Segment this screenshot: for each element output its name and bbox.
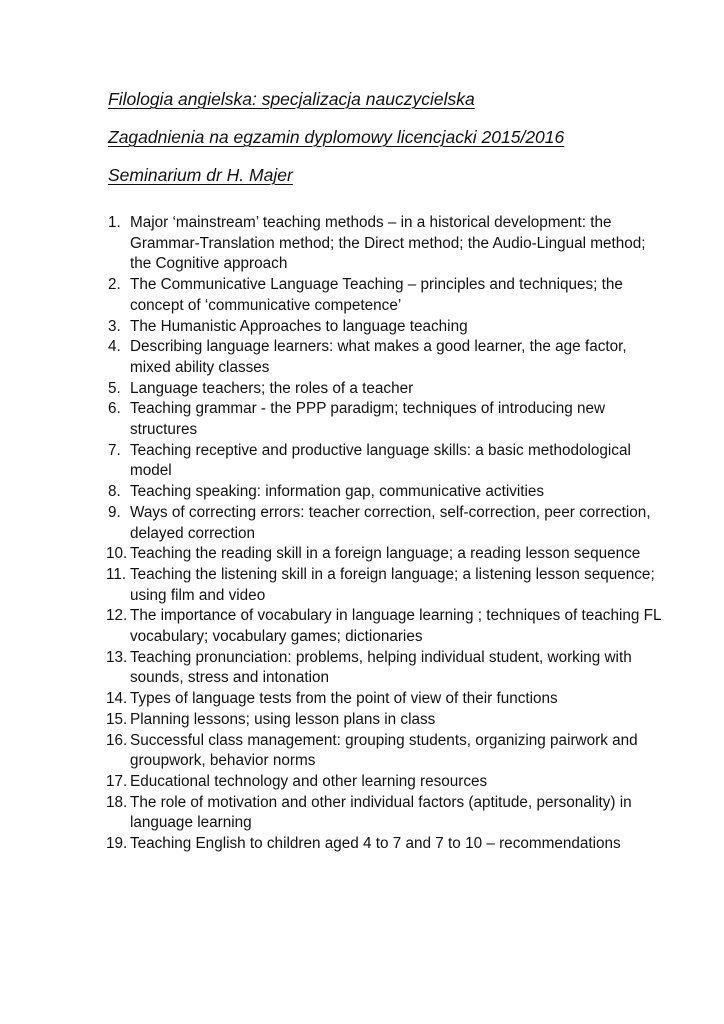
exam-topic-text: Teaching pronunciation: problems, helping individual student, working with sounds, stress and intonation bbox=[130, 648, 632, 687]
exam-topic-text: Types of language tests from the point of view of their functions bbox=[130, 690, 558, 708]
exam-topic-item bbox=[108, 606, 668, 647]
exam-topic-text: The importance of vocabulary in language learning ; techniques of teaching FL vocabulary; vocabulary games; dictionaries bbox=[130, 607, 661, 646]
exam-topic-number: 18. bbox=[106, 793, 128, 811]
exam-topic-item bbox=[108, 793, 668, 834]
exam-topic-text: Teaching grammar - the PPP paradigm; techniques of introducing new structures bbox=[130, 400, 606, 439]
heading-seminar: Seminarium dr H. Majer bbox=[108, 165, 293, 185]
exam-topic-number: 19. bbox=[106, 835, 128, 853]
exam-topic-text: Successful class management: grouping students, organizing pairwork and groupwork, behavior norms bbox=[130, 731, 638, 770]
exam-topic-list bbox=[108, 213, 668, 855]
exam-topic-item bbox=[108, 317, 668, 338]
exam-topic-text: Planning lessons; using lesson plans in class bbox=[130, 710, 436, 728]
exam-topic-item bbox=[108, 834, 668, 855]
exam-topic-text: Teaching the reading skill in a foreign language; a reading lesson sequence bbox=[130, 545, 641, 563]
exam-topic-number: 11. bbox=[106, 565, 127, 583]
exam-topic-text: Teaching the listening skill in a foreign language; a listening lesson sequence; using film and video bbox=[130, 565, 655, 604]
exam-topic-text: The Humanistic Approaches to language teaching bbox=[130, 317, 468, 335]
exam-topic-text: Describing language learners: what makes a good learner, the age factor, mixed ability classes bbox=[130, 338, 627, 376]
exam-topic-number: 1. bbox=[108, 214, 121, 231]
exam-topic-text: Teaching speaking: information gap, communicative activities bbox=[130, 483, 545, 501]
exam-topic-item bbox=[108, 710, 668, 731]
exam-topic-number: 6. bbox=[108, 400, 121, 418]
document-header bbox=[108, 86, 688, 200]
exam-topic-number: 12. bbox=[106, 607, 128, 625]
exam-topic-text: The Communicative Language Teaching – principles and techniques; the concept of ‘communicative competence’ bbox=[130, 276, 623, 314]
exam-topic-item bbox=[108, 337, 668, 378]
exam-topic-item bbox=[108, 503, 668, 544]
exam-topic-number: 17. bbox=[106, 772, 128, 790]
exam-topic-item bbox=[108, 731, 668, 772]
exam-topic-item bbox=[108, 379, 668, 400]
exam-topic-text: Educational technology and other learning resources bbox=[130, 772, 488, 790]
exam-topic-item bbox=[108, 275, 668, 316]
exam-topic-number: 13. bbox=[106, 648, 128, 666]
exam-topic-number: 3. bbox=[108, 317, 121, 335]
exam-topic-number: 9. bbox=[108, 503, 121, 521]
exam-topic-number: 7. bbox=[108, 441, 121, 459]
exam-topic-text: Ways of correcting errors: teacher correction, self-correction, peer correction, delayed correction bbox=[130, 503, 651, 542]
exam-topic-item bbox=[108, 399, 668, 440]
exam-topic-number: 10. bbox=[106, 545, 128, 563]
exam-topic-item bbox=[108, 213, 668, 275]
exam-topic-item bbox=[108, 482, 668, 503]
exam-topic-item bbox=[108, 648, 668, 689]
heading-program: Filologia angielska: specjalizacja nauczycielska bbox=[108, 89, 475, 109]
exam-topic-item bbox=[108, 565, 668, 606]
exam-topic-number: 5. bbox=[108, 379, 121, 397]
exam-topic-text: Teaching English to children aged 4 to 7 and 7 to 10 – recommendations bbox=[130, 835, 621, 853]
exam-topic-item bbox=[108, 772, 668, 793]
exam-topic-item bbox=[108, 544, 668, 565]
exam-topic-text: Teaching receptive and productive language skills: a basic methodological model bbox=[130, 441, 631, 480]
exam-topic-number: 15. bbox=[106, 710, 128, 728]
exam-topic-number: 14. bbox=[106, 690, 128, 708]
heading-exam-topics: Zagadnienia na egzamin dyplomowy licencjacki 2015/2016 bbox=[108, 127, 565, 147]
exam-topic-text: Major ‘mainstream’ teaching methods – in a historical development: the Grammar-Translation method; the Direct method; the Audio-Lingual method; the Cognitive approach bbox=[130, 214, 646, 273]
exam-topic-number: 4. bbox=[108, 338, 121, 356]
exam-topic-text: The role of motivation and other individual factors (aptitude, personality) in language learning bbox=[130, 793, 632, 832]
exam-topic-number: 2. bbox=[108, 276, 121, 294]
exam-topic-item bbox=[108, 441, 668, 482]
exam-topic-item bbox=[108, 689, 668, 710]
exam-topic-text: Language teachers; the roles of a teacher bbox=[130, 379, 414, 397]
exam-topic-number: 16. bbox=[106, 731, 128, 749]
exam-topic-number: 8. bbox=[108, 483, 121, 501]
